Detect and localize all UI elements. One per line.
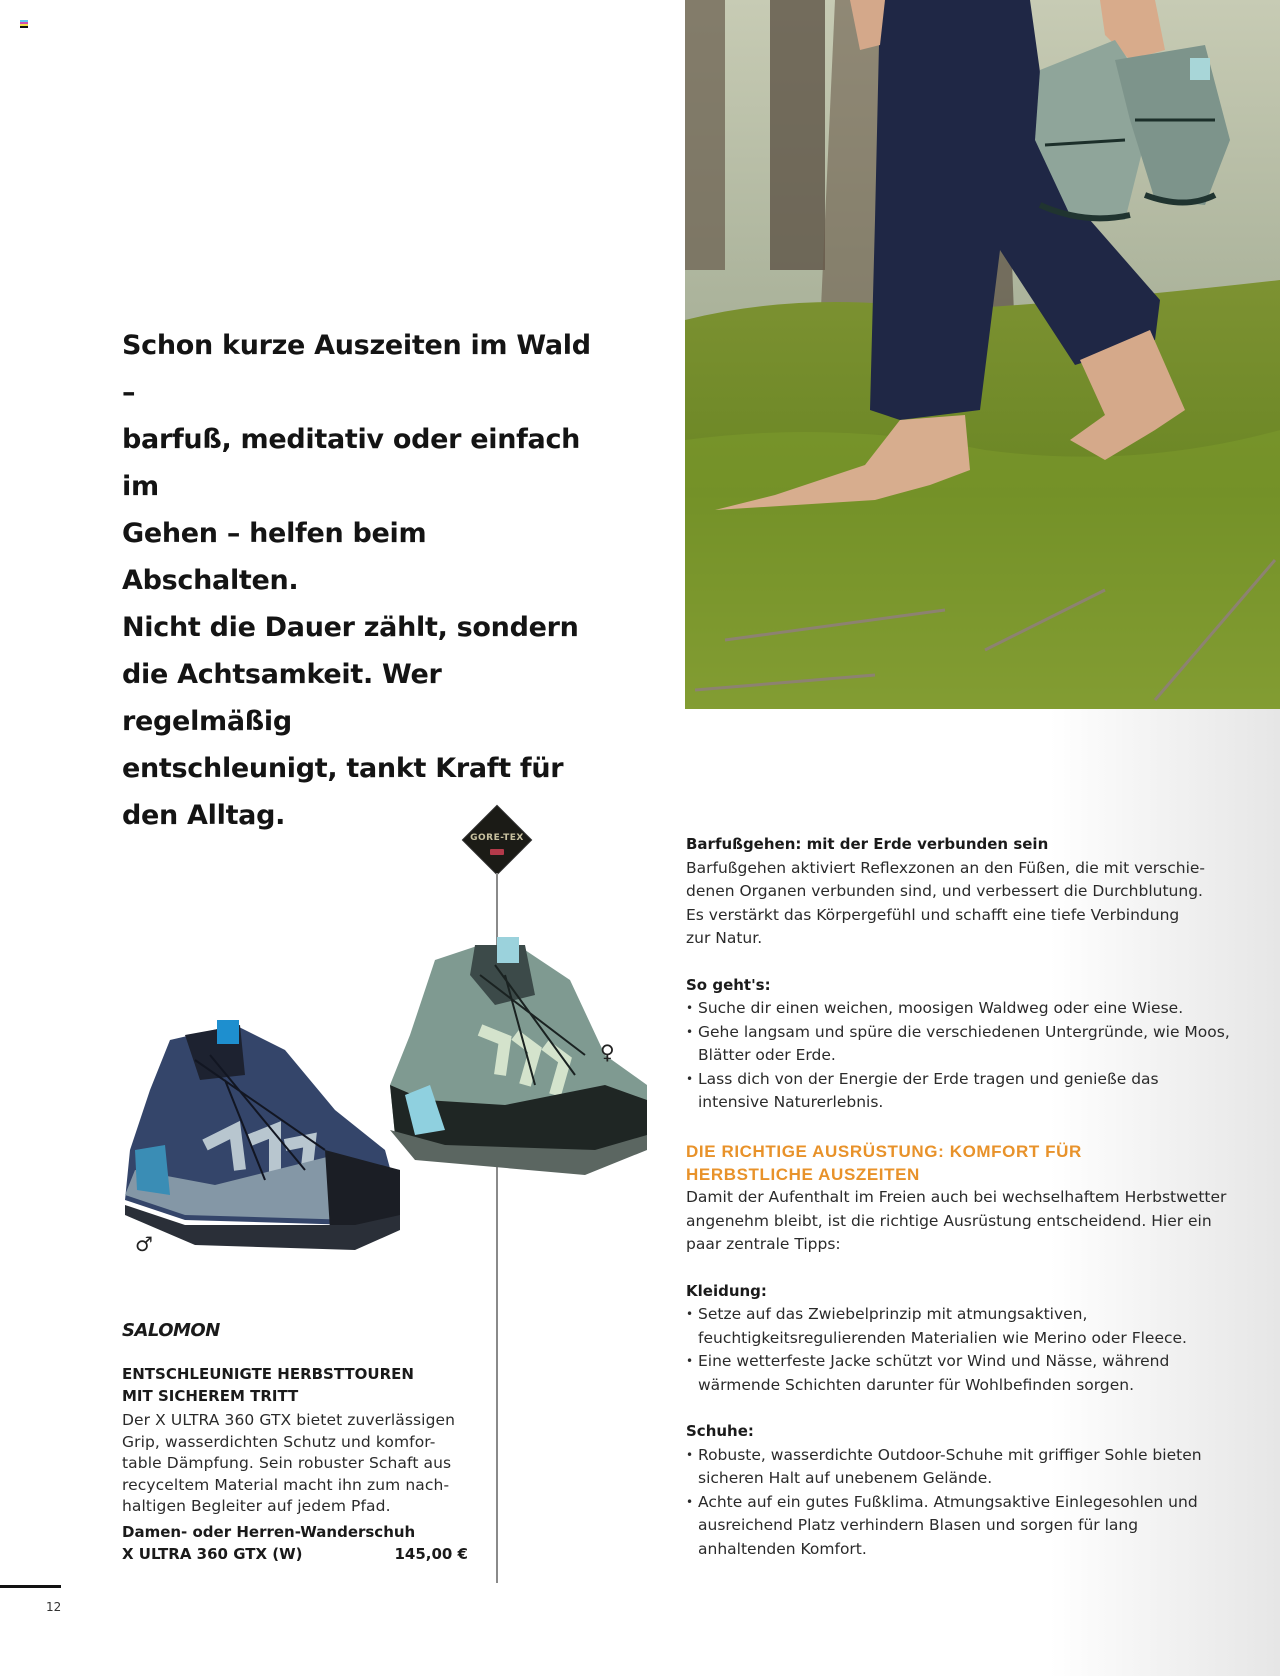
product-title-line: ENTSCHLEUNIGTE HERBSTTOUREN xyxy=(122,1365,414,1383)
clothing-list xyxy=(686,1303,1231,1397)
intro-line: Schon kurze Auszeiten im Wald – xyxy=(122,330,591,408)
intro-line: Gehen – helfen beim Abschalten. xyxy=(122,518,427,596)
body-line: Es verstärkt das Körpergefühl und schafft eine tiefe Verbindung xyxy=(686,905,1180,924)
product-title xyxy=(122,1363,482,1407)
shoes-list xyxy=(686,1444,1231,1562)
list-item: • Eine wetterfeste Jacke schützt vor Wind und Nässe, während wärmende Schichten darunter für Wohlbefinden sorgen. xyxy=(686,1350,1231,1397)
intro-line: den Alltag. xyxy=(122,800,286,831)
intro-text xyxy=(122,322,602,839)
equipment-section xyxy=(686,1140,1231,1561)
product-description xyxy=(122,1410,492,1518)
barefoot-section xyxy=(686,833,1231,1115)
male-shoe-image xyxy=(125,1020,400,1250)
howto-list xyxy=(686,997,1231,1115)
intro-line: entschleunigt, tankt Kraft für xyxy=(122,753,564,784)
product-type: Damen- oder Herren-Wanderschuh xyxy=(122,1523,416,1541)
intro-line: Nicht die Dauer zählt, sondern xyxy=(122,612,579,643)
body-line: denen Organen verbunden sind, und verbessert die Durchblutung. xyxy=(686,882,1203,900)
description-line: haltigen Begleiter auf jedem Pfad. xyxy=(122,1497,391,1515)
equipment-heading xyxy=(686,1140,1231,1186)
brand-logo: SALOMON xyxy=(122,1320,220,1341)
list-item: • Gehe langsam und spüre die verschiedenen Untergründe, wie Moos, Blätter oder Erde. xyxy=(686,1021,1231,1068)
barefoot-heading: Barfußgehen: mit der Erde verbunden sein xyxy=(686,835,1049,853)
list-item: • Setze auf das Zwiebelprinzip mit atmungsaktiven, feuchtigkeitsregulierenden Materialien wie Merino oder Fleece. xyxy=(686,1303,1231,1350)
shoes-heading: Schuhe: xyxy=(686,1422,754,1440)
description-line: recyceltem Material macht ihn zum nach- xyxy=(122,1475,450,1494)
goretex-logo-mark-icon xyxy=(490,849,504,855)
print-color-mark-icon xyxy=(20,20,28,28)
list-item: • Suche dir einen weichen, moosigen Waldweg oder eine Wiese. xyxy=(686,997,1231,1021)
equipment-heading-line: HERBSTLICHE AUSZEITEN xyxy=(686,1165,920,1184)
body-line: zur Natur. xyxy=(686,929,763,947)
clothing-heading: Kleidung: xyxy=(686,1281,767,1300)
product-title-line: MIT SICHEREM TRITT xyxy=(122,1387,299,1405)
description-line: table Dämpfung. Sein robuster Schaft aus xyxy=(122,1454,452,1472)
description-line: Der X ULTRA 360 GTX bietet zuverlässigen xyxy=(122,1411,456,1429)
howto-heading: So geht's: xyxy=(686,975,771,994)
female-symbol-icon: ♀ xyxy=(600,1040,615,1064)
page-number: 12 xyxy=(46,1600,62,1614)
body-line: Barfußgehen aktiviert Reflexzonen an den Füßen, die mit verschie- xyxy=(686,858,1206,877)
barefoot-body xyxy=(686,857,1231,951)
list-item: • Achte auf ein gutes Fußklima. Atmungsaktive Einlegesohlen und ausreichend Platz verhindern Blasen und sorgen für lang anhaltenden Komfort. xyxy=(686,1491,1231,1562)
equipment-heading-line: DIE RICHTIGE AUSRÜSTUNG: KOMFORT FÜR xyxy=(686,1142,1082,1161)
forest-barefoot-image xyxy=(685,0,1280,709)
description-line: Grip, wasserdichten Schutz und komfor- xyxy=(122,1432,436,1451)
list-item: • Robuste, wasserdichte Outdoor-Schuhe mit griffiger Sohle bieten sicheren Halt auf unebenem Gelände. xyxy=(686,1444,1231,1491)
male-symbol-icon: ♂ xyxy=(135,1232,153,1256)
intro-line: barfuß, meditativ oder einfach im xyxy=(122,424,581,502)
equipment-intro: Damit der Aufenthalt im Freien auch bei wechselhaftem Herbstwetter angenehm bleibt, ist die richtige Ausrüstung entscheidend. Hier ein paar zentrale Tipps: xyxy=(686,1188,1227,1253)
list-item: • Lass dich von der Energie der Erde tragen und genieße das intensive Naturerlebnis. xyxy=(686,1068,1231,1115)
hero-photo xyxy=(685,0,1280,709)
footer-rule xyxy=(0,1585,61,1588)
product-model: X ULTRA 360 GTX (W) xyxy=(122,1545,303,1563)
goretex-label: GORE-TEX xyxy=(470,833,524,843)
intro-line: die Achtsamkeit. Wer regelmäßig xyxy=(122,659,442,737)
product-price: 145,00 € xyxy=(394,1545,468,1563)
